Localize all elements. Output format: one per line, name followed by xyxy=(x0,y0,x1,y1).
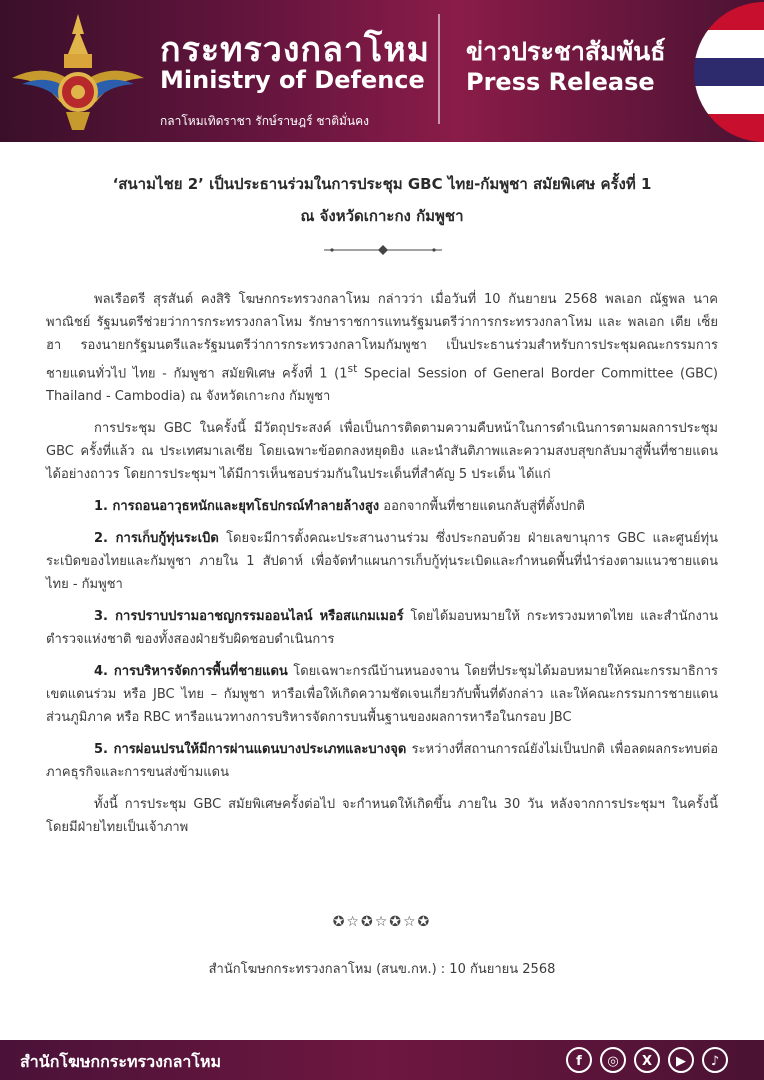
ministry-title-thai: กระทรวงกลาโหม xyxy=(160,30,431,70)
paragraph-1-superscript: st xyxy=(347,362,358,375)
header-banner xyxy=(0,0,764,142)
footer-bar xyxy=(0,1040,764,1080)
headline-line-2: ณ จังหวัดเกาะกง กัมพูชา xyxy=(300,207,464,225)
instagram-icon[interactable]: ◎ xyxy=(600,1047,626,1073)
list-item xyxy=(46,738,718,784)
divider-ornament-icon xyxy=(322,244,444,256)
press-release-title-english: Press Release xyxy=(466,68,655,96)
facebook-icon[interactable]: f xyxy=(566,1047,592,1073)
list-item xyxy=(46,527,718,596)
headline xyxy=(40,168,724,232)
paragraph-1-text: พลเรือตรี สุรสันต์ คงสิริ โฆษกกระทรวงกลาโหม กล่าวว่า เมื่อวันที่ 10 กันยายน 2568 พลเอก ณัฐพล นาคพาณิชย์ รัฐมนตรีช่วยว่าการกระทรวงกลาโหม รักษาราชการแทนรัฐมนตรีว่าการกระทรวงกลาโหม และ พลเอก เตีย เซ็ย ฮา รองนายกรัฐมนตรีและรัฐมนตรีว่าการกระทรวงกลาโหมกัมพูชา เป็นประธานร่วมสำหรับการประชุมคณะกรรมการชายแดนทั่วไป ไทย - กัมพูชา สมัยพิเศษ ครั้งที่ 1 (1 xyxy=(46,292,718,382)
thai-flag-icon xyxy=(694,2,764,142)
list-item xyxy=(46,495,718,518)
list-item-text: ระหว่างที่สถานการณ์ยังไม่เป็นปกติ เพื่อลดผลกระทบต่อภาคธุรกิจและการขนส่งข้ามแดน xyxy=(46,742,719,781)
paragraph-2: การประชุม GBC ในครั้งนี้ มีวัตถุประสงค์ เพื่อเป็นการติดตามความคืบหน้าในการดำเนินการตามผลการประชุม GBC ครั้งที่แล้ว ณ ประเทศมาเลเซีย โดยเฉพาะข้อตกลงหยุดยิง และนำสันติภาพและความสงบสุขกลับมาสู่พื้นที่ชายแดนได้อย่างถาวร โดยการประชุมฯ ได้มีการเห็นชอบร่วมกันในประเด็นที่สำคัญ 5 ประเด็น ได้แก่ xyxy=(46,421,718,483)
list-item xyxy=(46,605,718,651)
ministry-motto: กลาโหมเทิดราชา รักษ์ราษฎร์ ชาติมั่นคง xyxy=(160,114,370,128)
ministry-emblem-icon xyxy=(8,8,148,136)
star-ornament: ✪☆✪☆✪☆✪ xyxy=(332,914,432,930)
list-item-title: 2. การเก็บกู้ทุ่นระเบิด xyxy=(94,531,219,547)
footer-office-name: สำนักโฆษกกระทรวงกลาโหม xyxy=(20,1052,222,1071)
tiktok-icon[interactable]: ♪ xyxy=(702,1047,728,1073)
x-icon[interactable]: X xyxy=(634,1047,660,1073)
list-item-title: 4. การบริหารจัดการพื้นที่ชายแดน xyxy=(94,664,288,680)
paragraph-1-tail: Special Session of General Border Committee (GBC) Thailand - Cambodia) ณ จังหวัดเกาะกง กัมพูชา xyxy=(46,366,718,405)
list-item xyxy=(46,660,718,729)
office-signature: สำนักโฆษกกระทรวงกลาโหม (สนข.กห.) : 10 กันยายน 2568 xyxy=(208,962,556,977)
youtube-icon[interactable]: ▶ xyxy=(668,1047,694,1073)
list-item-text: โดยได้มอบหมายให้ กระทรวงมหาดไทย และสำนักงานตำรวจแห่งชาติ ของทั้งสองฝ่ายรับผิดชอบดำเนินการ xyxy=(46,609,718,648)
paragraph-1 xyxy=(46,288,718,408)
headline-line-1: ‘สนามไชย 2’ เป็นประธานร่วมในการประชุม GBC ไทย-กัมพูชา สมัยพิเศษ ครั้งที่ 1 xyxy=(112,175,652,193)
list-item-text: โดยเฉพาะกรณีบ้านหนองจาน โดยที่ประชุมได้มอบหมายให้คณะกรรมาธิการเขตแดนร่วม หรือ JBC ไทย – กัมพูชา หารือเพื่อให้เกิดความชัดเจนเกี่ยวกับพื้นที่ดังกล่าว และให้คณะกรรมการชายแดนส่วนภูมิภาค หรือ RBC หารือแนวทางการบริหารจัดการบนพื้นฐานของผลการหารือในกรอบ JBC xyxy=(46,664,719,726)
list-item-text: ออกจากพื้นที่ชายแดนกลับสู่ที่ตั้งปกติ xyxy=(379,499,585,515)
press-release-title-thai: ข่าวประชาสัมพันธ์ xyxy=(466,37,666,66)
article-body xyxy=(46,288,718,848)
header-divider xyxy=(438,14,440,124)
list-item-title: 1. การถอนอาวุธหนักและยุทโธปกรณ์ทำลายล้างสูง xyxy=(94,499,380,515)
list-item-text: โดยจะมีการตั้งคณะประสานงานร่วม ซึ่งประกอบด้วย ฝ่ายเลขานุการ GBC และศูนย์ทุ่นระเบิดของไทยและกัมพูชา ภายใน 1 สัปดาห์ เพื่อจัดทำแผนการเก็บกู้ทุ่นระเบิดและกำหนดพื้นที่นำร่องตามแนวชายแดนไทย - กัมพูชา xyxy=(46,531,718,593)
list-item-title: 3. การปราบปรามอาชญกรรมออนไลน์ หรือสแกมเมอร์ xyxy=(94,609,404,625)
ministry-title-english: Ministry of Defence xyxy=(160,66,425,94)
paragraph-3: ทั้งนี้ การประชุม GBC สมัยพิเศษครั้งต่อไป จะกำหนดให้เกิดขึ้น ภายใน 30 วัน หลังจากการประชุมฯ ในครั้งนี้ โดยมีฝ่ายไทยเป็นเจ้าภาพ xyxy=(46,797,718,836)
list-item-title: 5. การผ่อนปรนให้มีการผ่านแดนบางประเภทและบางจุด xyxy=(94,742,407,758)
